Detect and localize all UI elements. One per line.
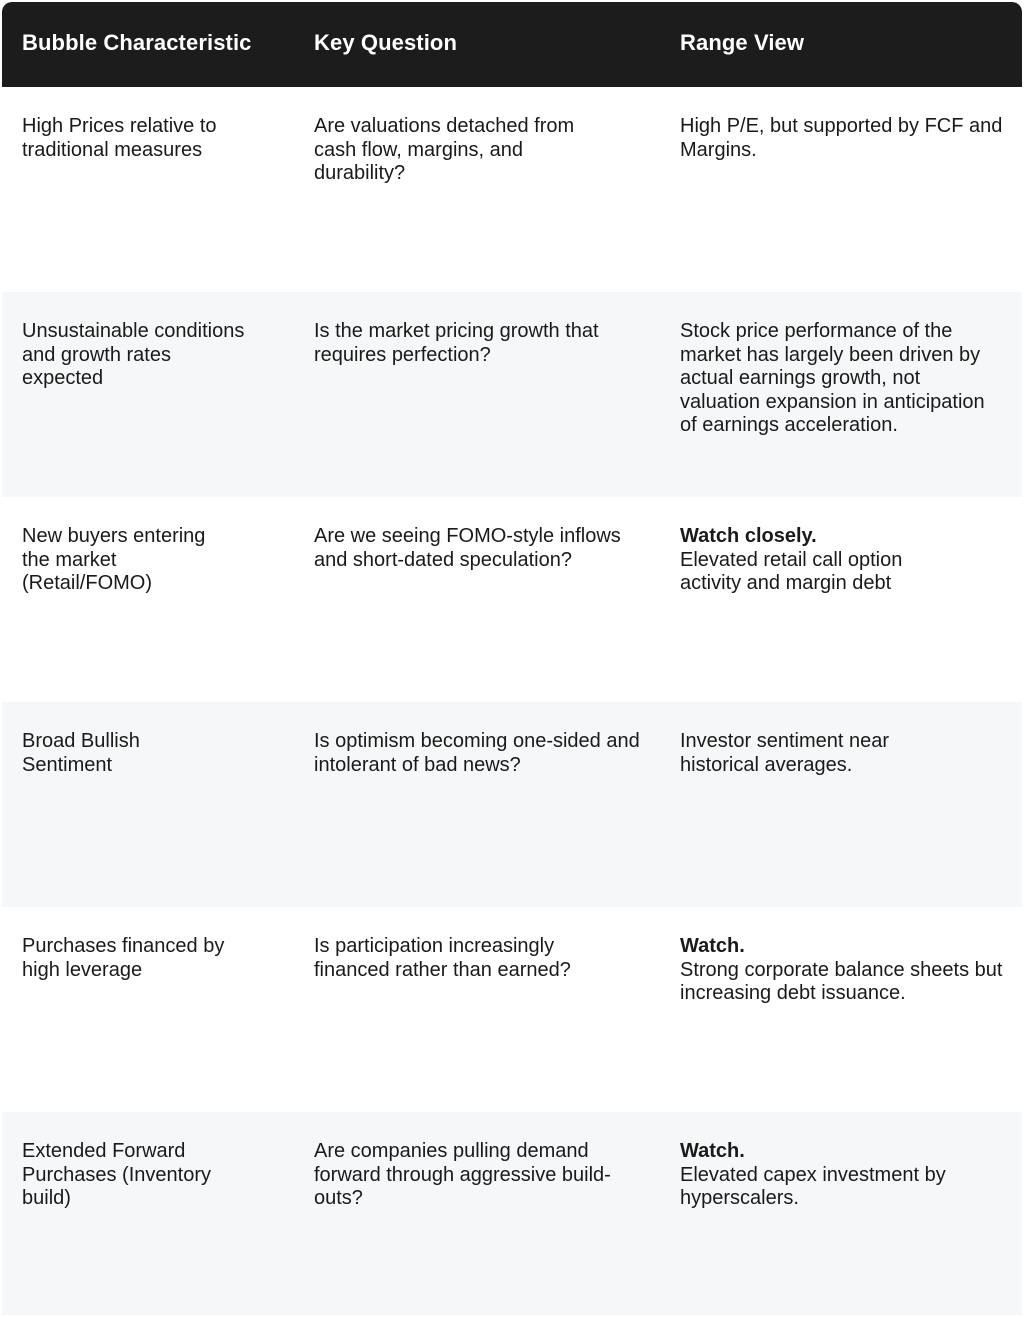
question-cell: Is optimism becoming one-sided and intolerant of bad news? [314,730,640,776]
table-header [2,2,1022,87]
question-cell: Are valuations detached from cash flow, margins, and durability? [314,115,575,184]
header-key-question: Key Question [314,30,458,55]
characteristic-cell: Extended Forward Purchases (Inventory build) [22,1140,211,1209]
question-cell: Is participation increasingly financed rather than earned? [314,935,571,981]
view-cell [680,1140,980,1211]
view-cell [680,730,930,777]
view-detail: Strong corporate balance sheets but increasing debt issuance. [680,958,1003,1004]
view-cell [680,935,1010,1006]
view-detail: Stock price performance of the market has largely been driven by actual earnings growth, not valuation expansion in anticipation of earnings acceleration. [680,320,985,436]
characteristic-cell: New buyers entering the market (Retail/FOMO) [22,525,206,594]
header-characteristic: Bubble Characteristic [22,30,252,55]
view-cell [680,320,990,438]
view-detail: High P/E, but supported by FCF and Margins. [680,115,1003,161]
view-emphasis: Watch. [680,935,745,957]
table-row [2,1112,1022,1315]
table-row [2,292,1022,497]
characteristic-cell: Unsustainable conditions and growth rates expected [22,320,245,389]
view-detail: Elevated retail call option activity and margin debt [680,548,903,594]
characteristic-cell: Broad Bullish Sentiment [22,730,140,776]
characteristic-cell: Purchases financed by high leverage [22,935,225,981]
view-emphasis: Watch closely. [680,525,817,547]
question-cell: Are companies pulling demand forward through aggressive build-outs? [314,1140,611,1209]
table-row [2,497,1022,702]
header-range-view: Range View [680,30,805,55]
bubble-characteristics-table [2,2,1022,1315]
view-emphasis: Watch. [680,1140,745,1162]
table-row [2,702,1022,907]
question-cell: Is the market pricing growth that requires perfection? [314,320,599,366]
view-cell [680,525,940,596]
view-cell [680,115,1005,162]
table-row [2,907,1022,1112]
question-cell: Are we seeing FOMO-style inflows and short-dated speculation? [314,525,621,571]
view-detail: Investor sentiment near historical averages. [680,730,889,776]
characteristic-cell: High Prices relative to traditional measures [22,115,217,161]
table-row [2,87,1022,292]
view-detail: Elevated capex investment by hyperscalers. [680,1163,946,1209]
